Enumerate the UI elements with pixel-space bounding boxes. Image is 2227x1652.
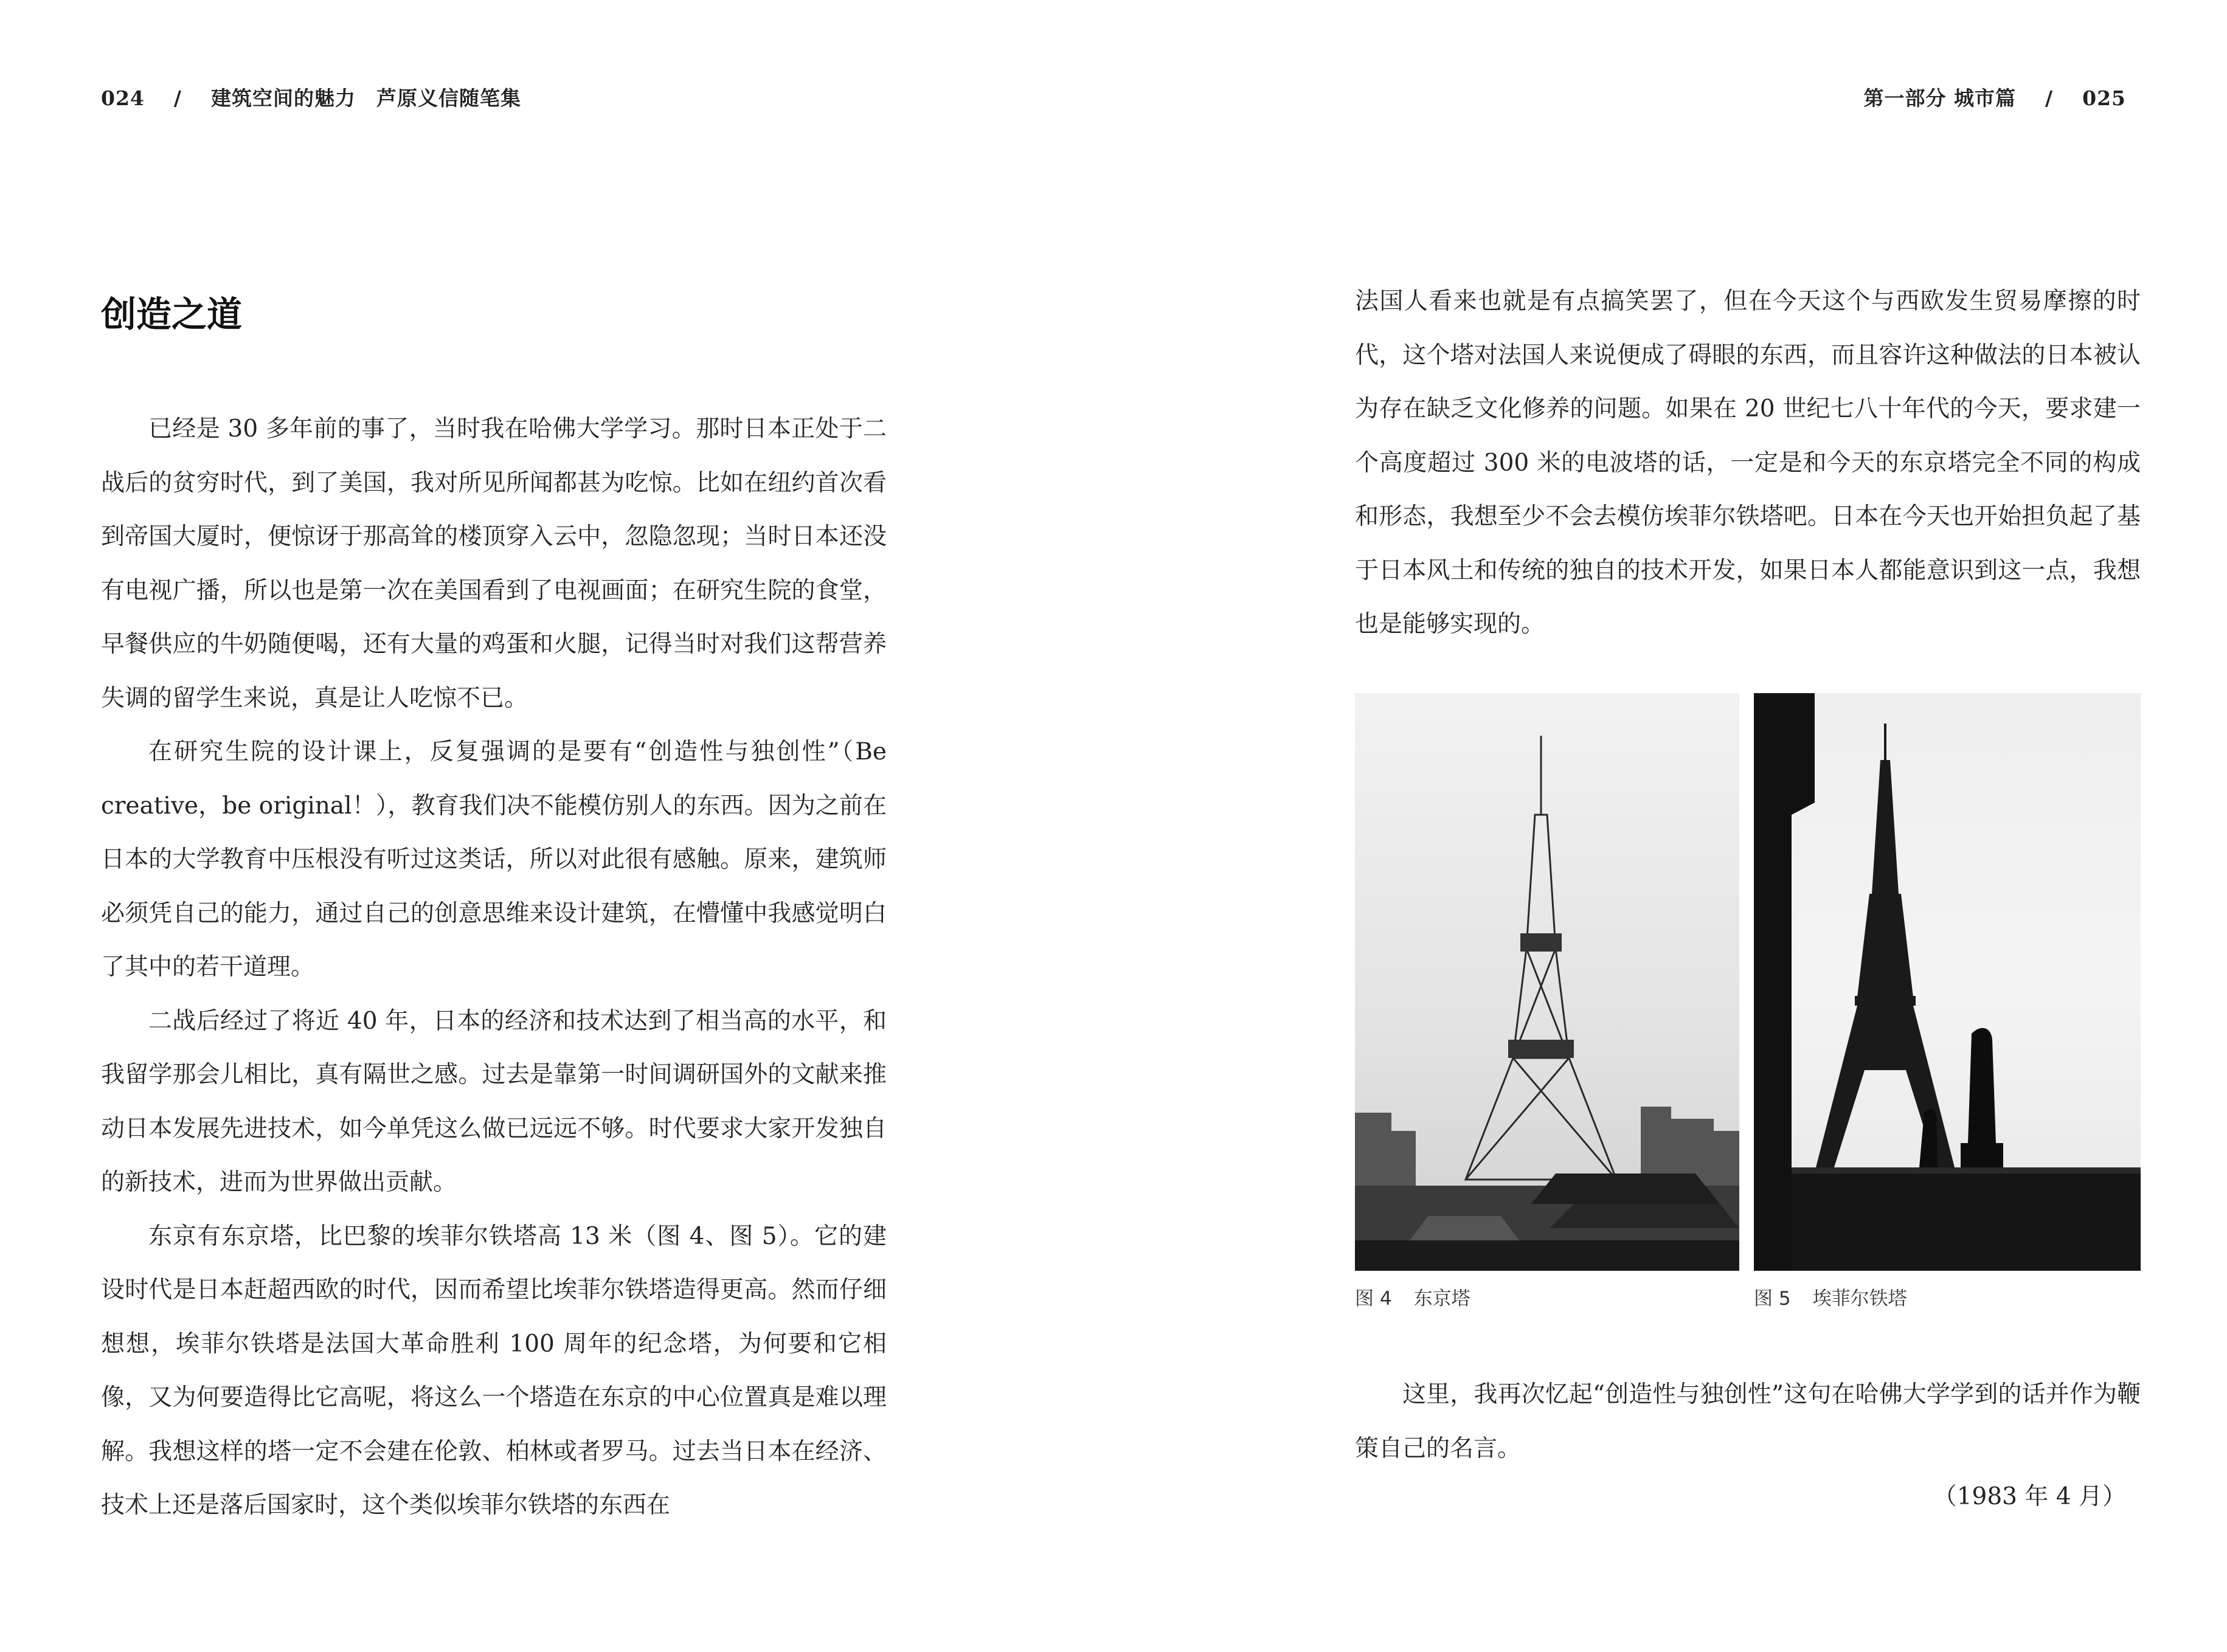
- left-header-separator: /: [173, 86, 182, 110]
- right-running-header: [1864, 83, 2126, 111]
- right-header-separator: /: [2045, 86, 2054, 110]
- body-paragraph-2: 在研究生院的设计课上，反复强调的是要有“创造性与独创性”（Be creative，be original！），教育我们决不能模仿别人的东西。因为之前在日本的大学教育中压根没有听过这类话，所以对此很有感触。原来，建筑师必须凭自己的能力，通过自己的创意思维来设计建筑，在懵懂中我感觉明白了其中的若干道理。: [101, 738, 887, 981]
- closing-section: [1355, 1368, 2141, 1476]
- article-title: 创造之道: [101, 294, 243, 335]
- section-title: 第一部分 城市篇: [1863, 86, 2017, 110]
- figure-5-caption: [1754, 1283, 1907, 1310]
- figure-4-text: 东京塔: [1413, 1288, 1470, 1310]
- right-page-body: [1355, 275, 2141, 652]
- body-paragraph-4: 东京有东京塔，比巴黎的埃菲尔铁塔高 13 米（图 4、图 5）。它的建设时代是日本赶超西欧的时代，因而希望比埃菲尔铁塔造得更高。然而仔细想想，埃菲尔铁塔是法国大革命胜利 100 周年的纪念塔，为何要和它相像，又为何要造得比它高呢，将这么一个塔造在东京的中心位置真是难以理解。我想这样的塔一定不会建在伦敦、柏林或者罗马。过去当日本在经济、技术上还是落后国家时，这个类似埃菲尔铁塔的东西在: [101, 1222, 887, 1519]
- figure-4-caption: [1355, 1283, 1470, 1310]
- figure-5-text: 埃菲尔铁塔: [1812, 1288, 1907, 1310]
- closing-paragraph: 这里，我再次忆起“创造性与独创性”这句在哈佛大学学到的话并作为鞭策自己的名言。: [1355, 1381, 2141, 1462]
- left-page-number: 024: [101, 86, 145, 110]
- figure-pair: [1355, 693, 2141, 1271]
- figure-5-label: 图 5: [1754, 1288, 1791, 1310]
- book-title: 建筑空间的魅力 芦原义信随笔集: [210, 86, 521, 110]
- right-page-number: 025: [2082, 86, 2126, 110]
- left-page-body: [101, 403, 887, 1533]
- body-paragraph-continued: 法国人看来也就是有点搞笑罢了，但在今天这个与西欧发生贸易摩擦的时代，这个塔对法国人来说便成了碍眼的东西，而且容许这种做法的日本被认为存在缺乏文化修养的问题。如果在 20 世纪七八十年代的今天，要求建一个高度超过 300 米的电波塔的话，一定是和今天的东京塔完全不同的构成和形态，我想至少不会去模仿埃菲尔铁塔吧。日本在今天也开始担负起了基于日本风土和传统的独自的技术开发，如果日本人都能意识到这一点，我想也是能够实现的。: [1355, 288, 2141, 638]
- tokyo-tower-illustration: [1355, 693, 1739, 1271]
- figure-4-label: 图 4: [1355, 1288, 1392, 1310]
- eiffel-tower-illustration: [1754, 693, 2141, 1271]
- body-paragraph-1: 已经是 30 多年前的事了，当时我在哈佛大学学习。那时日本正处于二战后的贫穷时代，到了美国，我对所见所闻都甚为吃惊。比如在纽约首次看到帝国大厦时，便惊讶于那高耸的楼顶穿入云中，忽隐忽现；当时日本还没有电视广播，所以也是第一次在美国看到了电视画面；在研究生院的食堂，早餐供应的牛奶随便喝，还有大量的鸡蛋和火腿，记得当时对我们这帮营养失调的留学生来说，真是让人吃惊不已。: [101, 415, 887, 712]
- body-paragraph-3: 二战后经过了将近 40 年，日本的经济和技术达到了相当高的水平，和我留学那会儿相比，真有隔世之感。过去是靠第一时间调研国外的文献来推动日本发展先进技术，如今单凭这么做已远远不够。时代要求大家开发独自的新技术，进而为世界做出贡献。: [101, 1007, 887, 1196]
- article-date: （1983 年 4 月）: [1933, 1483, 2126, 1510]
- left-running-header: [101, 83, 521, 111]
- tokyo-tower-photo: [1355, 693, 1739, 1271]
- eiffel-tower-photo: [1754, 693, 2141, 1271]
